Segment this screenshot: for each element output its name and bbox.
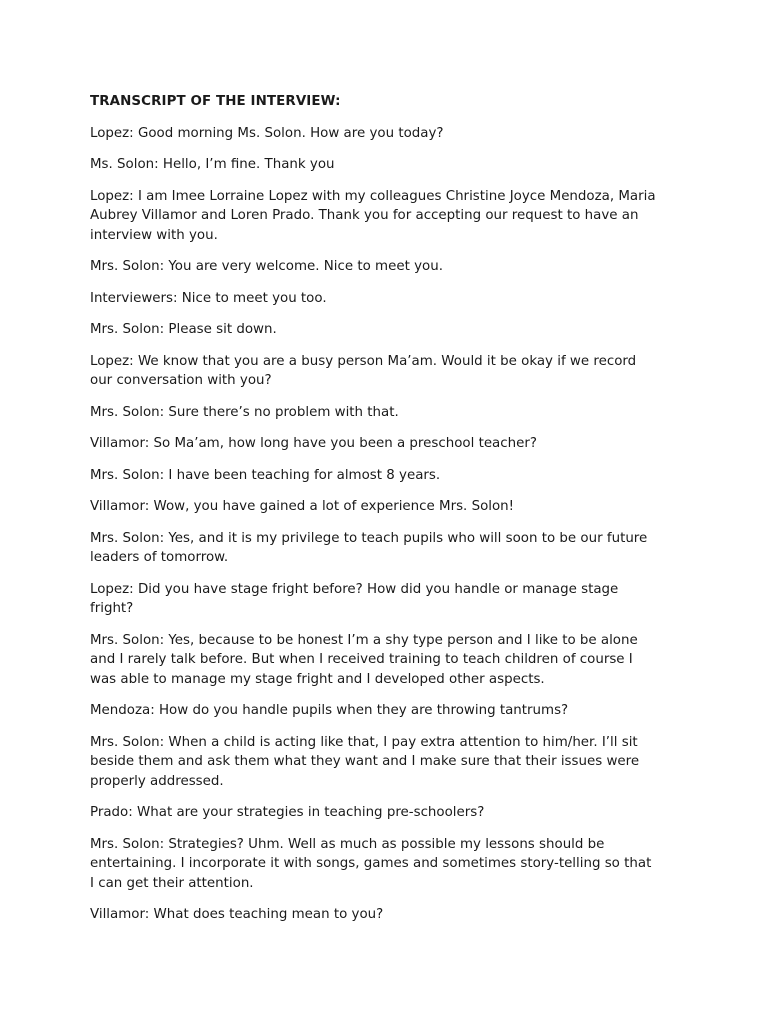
transcript-line: Mrs. Solon: Yes, because to be honest I’m a shy type person and I like to be alone and I rarely talk before. But when I received training to teach children of course I was able to manage my stage fright and I developed other aspects. (90, 632, 638, 687)
transcript-line: Lopez: I am Imee Lorraine Lopez with my colleagues Christine Joyce Mendoza, Maria Aubrey Villamor and Loren Prado. Thank you for accepting our request to have an interview with you. (90, 188, 656, 243)
transcript-line: Mrs. Solon: You are very welcome. Nice to meet you. (90, 259, 443, 274)
transcript-line: Mrs. Solon: Strategies? Uhm. Well as much as possible my lessons should be entertaining. I incorporate it with songs, games and sometimes story-telling so that I can get their attention. (90, 836, 652, 891)
transcript-line: Villamor: What does teaching mean to you? (90, 907, 384, 922)
transcript-body (90, 92, 690, 937)
transcript-line: Villamor: So Ma’am, how long have you been a preschool teacher? (90, 436, 537, 451)
transcript-line: Lopez: Good morning Ms. Solon. How are you today? (90, 125, 444, 141)
transcript-line: Lopez: Did you have stage fright before? How did you handle or manage stage fright? (90, 581, 619, 616)
transcript-line: Lopez: We know that you are a busy person Ma’am. Would it be okay if we record our conversation with you? (90, 353, 637, 388)
transcript-line: Mendoza: How do you handle pupils when they are throwing tantrums? (90, 703, 569, 718)
transcript-line: Prado: What are your strategies in teaching pre-schoolers? (90, 805, 485, 820)
transcript-line: Mrs. Solon: Sure there’s no problem with that. (90, 404, 399, 420)
transcript-line: Ms. Solon: Hello, I’m fine. Thank you (90, 157, 335, 172)
transcript-line: Interviewers: Nice to meet you too. (90, 290, 327, 306)
transcript-line: Mrs. Solon: I have been teaching for almost 8 years. (90, 467, 441, 483)
transcript-line: Mrs. Solon: Yes, and it is my privilege to teach pupils who will soon to be our future leaders of tomorrow. (90, 530, 648, 565)
transcript-line: Villamor: Wow, you have gained a lot of experience Mrs. Solon! (90, 499, 515, 514)
document-title: TRANSCRIPT OF THE INTERVIEW: (90, 94, 341, 109)
transcript-line: Mrs. Solon: Please sit down. (90, 322, 277, 337)
transcript-line: Mrs. Solon: When a child is acting like that, I pay extra attention to him/her. I’ll sit beside them and ask them what they want and I make sure that their issues were properly addressed. (90, 734, 640, 789)
